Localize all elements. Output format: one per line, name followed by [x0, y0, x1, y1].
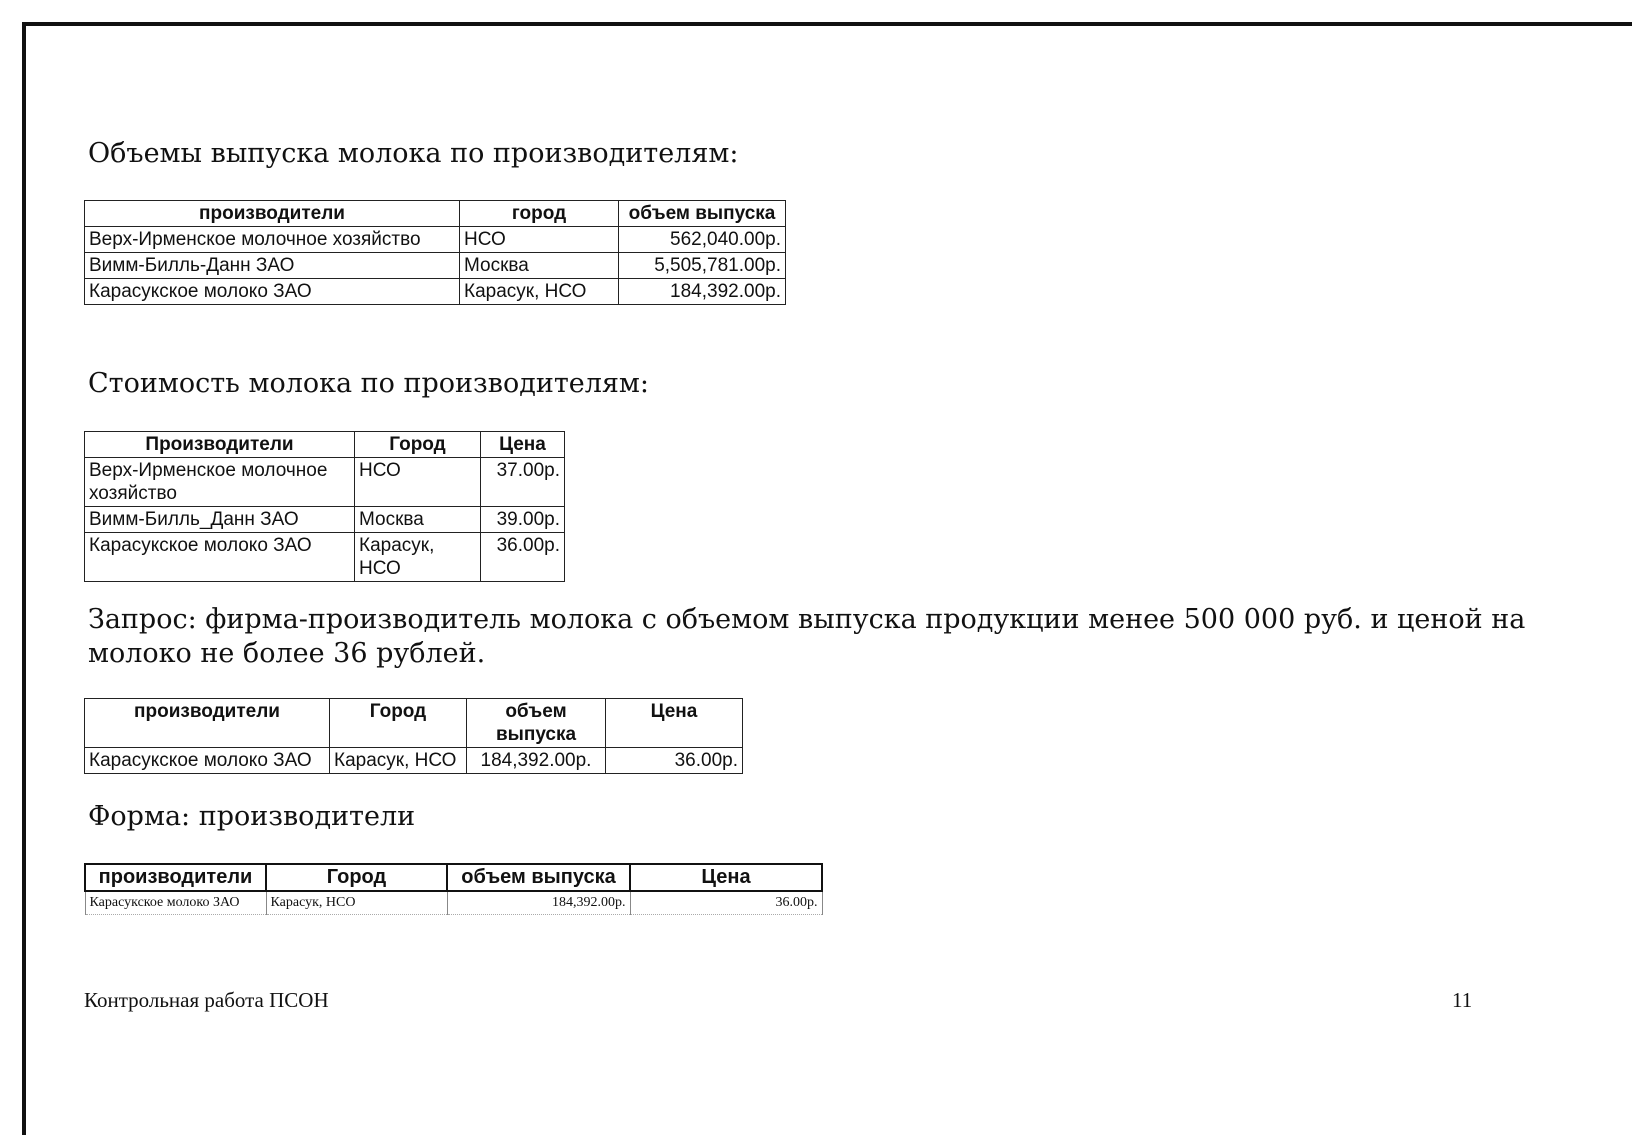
column-header: объем выпуска: [619, 201, 786, 227]
price-cell: 36.00р.: [606, 748, 743, 774]
section4-heading: Форма: производители: [88, 801, 416, 832]
producer-cell: Карасукское молоко ЗАО: [85, 533, 355, 582]
producer-cell: Вимм-Билль-Данн ЗАО: [85, 253, 460, 279]
section1-heading: Объемы выпуска молока по производителям:: [88, 138, 739, 169]
table-row: [85, 458, 565, 507]
city-cell: Карасук, НСО: [460, 279, 619, 305]
column-header: объем выпуска: [447, 864, 630, 891]
table-row: [85, 748, 743, 774]
column-header: Город: [355, 432, 481, 458]
table-row: [85, 891, 822, 915]
footer-title: Контрольная работа ПСОН: [84, 988, 329, 1012]
table-row: [85, 227, 786, 253]
table-row: [85, 507, 565, 533]
column-header: производители: [85, 864, 266, 891]
city-cell: Карасук, НСО: [355, 533, 481, 582]
page-border-top: [24, 22, 1632, 26]
milk-price-table: [84, 431, 565, 582]
volume-cell: 184,392.00р.: [447, 891, 630, 915]
price-cell: 36.00р.: [481, 533, 565, 582]
column-header: Цена: [606, 699, 743, 748]
production-volume-table: [84, 200, 786, 305]
producer-cell: Карасукское молоко ЗАО: [85, 891, 266, 915]
city-cell: Москва: [355, 507, 481, 533]
city-cell: Москва: [460, 253, 619, 279]
column-header: город: [460, 201, 619, 227]
producer-cell: Верх-Ирменское молочное хозяйство: [85, 458, 355, 507]
section2-heading: Стоимость молока по производителям:: [88, 368, 650, 399]
producer-cell: Карасукское молоко ЗАО: [85, 748, 330, 774]
page-border-left: [22, 22, 26, 1135]
page-number: 11: [1452, 988, 1473, 1012]
column-header: объем выпуска: [467, 699, 606, 748]
price-cell: 37.00р.: [481, 458, 565, 507]
table-row: [85, 533, 565, 582]
column-header: производители: [85, 201, 460, 227]
column-header: Город: [330, 699, 467, 748]
volume-cell: 184,392.00р.: [467, 748, 606, 774]
table-header-row: [85, 432, 565, 458]
city-cell: Карасук, НСО: [330, 748, 467, 774]
table-header-row: [85, 201, 786, 227]
volume-cell: 5,505,781.00р.: [619, 253, 786, 279]
city-cell: Карасук, НСО: [266, 891, 447, 915]
column-header: Цена: [481, 432, 565, 458]
section3-heading: Запрос: фирма-производитель молока с объемом выпуска продукции менее 500 000 руб. и ценой на молоко не более 36 рублей.: [88, 604, 1526, 669]
producers-form-table: [84, 863, 823, 915]
query-result-table: [84, 698, 743, 774]
column-header: Цена: [630, 864, 822, 891]
column-header: производители: [85, 699, 330, 748]
table-header-row: [85, 864, 822, 891]
producer-cell: Верх-Ирменское молочное хозяйство: [85, 227, 460, 253]
producer-cell: Карасукское молоко ЗАО: [85, 279, 460, 305]
table-row: [85, 279, 786, 305]
column-header: Производители: [85, 432, 355, 458]
price-cell: 36.00р.: [630, 891, 822, 915]
producer-cell: Вимм-Билль_Данн ЗАО: [85, 507, 355, 533]
volume-cell: 184,392.00р.: [619, 279, 786, 305]
price-cell: 39.00р.: [481, 507, 565, 533]
city-cell: НСО: [460, 227, 619, 253]
city-cell: НСО: [355, 458, 481, 507]
table-row: [85, 253, 786, 279]
volume-cell: 562,040.00р.: [619, 227, 786, 253]
table-header-row: [85, 699, 743, 748]
column-header: Город: [266, 864, 447, 891]
